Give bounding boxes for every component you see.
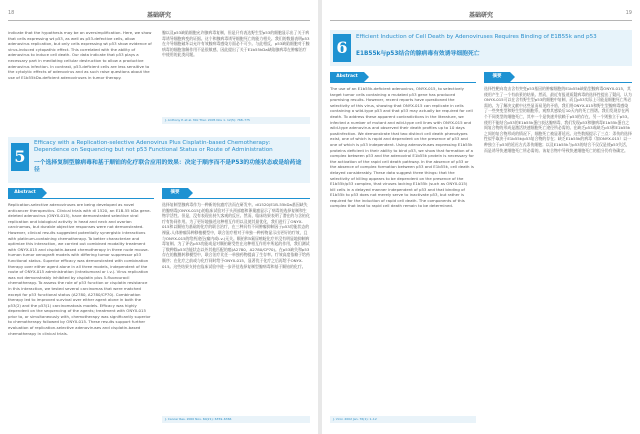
article-6-summary-text: 选择性靶向攻击含有突变p53基因的肿瘤细胞的E1b55k缺陷型腺病毒ONYX-015，其使用产生了一个有前景的结果。然而，最近有报道质疑病毒的选择性提出了疑问，认为ONYX-015可以在含有野生型p53的细胞中复制，而且p53实际上可能是细胞死亡所必需的。为了解决文献中这些显而易见的矛盾，我们用ONYX-015和野生型腺病毒感染了一些突变型和野生型的细胞系，观察其感染后10天内的死亡图谱。我们发现存在两个不同类型的细胞死亡，其中一个是快速并依赖于p53的存在，另一个则独立于p53。使用不能结合p53的E1b55k蛋白表达腺病毒，我们发现p53和腺病毒E1b55k蛋白之间复合物的形成是激活快速细胞死亡途径所必需的。在缺乏p53或缺乏p53和E1b55k之间的复合物形成的情况下，细胞死亡被显著延迟。这些数据提示了三点：杀伤的选择性似乎取决于E1b55k/p53复合物的存在；缺乏E1b55k的病毒（如ONYX-015）以一种独立于p53的延迟方式杀伤细胞；以及E1b55k与p53的结合不仅仅是使p53失活，而是诱导快速细胞死亡所必需的。该复合物中导致快速细胞死亡的组分仍有待确定。 xyxy=(484,86,632,153)
article-5-abstract-label: Abstract xyxy=(8,188,42,198)
article-5-summary-label: 摘要 xyxy=(162,188,188,198)
article-5-abstract-column xyxy=(8,202,152,430)
article-6-abstract-column xyxy=(330,86,474,416)
left-header-divider xyxy=(8,20,310,21)
right-page xyxy=(322,0,640,434)
article-6-abstract-label: Abstract xyxy=(330,72,364,82)
article-6-summary-tab-row xyxy=(484,72,632,83)
article-6-citation: J. Virol. 2002 Jan. 76(1): 1–12 xyxy=(330,416,476,423)
article-5-english-title: Efficacy with a Replication-selective Adenovirus Plus Cisplatin-based Chemotherapy: Dependence on Sequencing but not p53 Functional Status or Route of Administration xyxy=(34,140,273,154)
article-6-chinese-title: E1B55k与p53结合的腺病毒有效诱导细胞死亡 xyxy=(356,51,480,57)
article-6-summary-label: 摘要 xyxy=(484,72,510,82)
left-top-chinese-text: 腺以及p53缺陷细胞允许腺病毒复制，但是只有表达野生型p53的细胞显示出了关于病毒诱导细胞病变的证据。这个和腺病毒诱导细胞死亡的能力相关。我们的数据表明p53在介导细胞破坏以允许有效腺病毒感染方面必不可少。与此相反，p53缺陷细胞对于腺病毒的细胞溶解作用不是很敏感，因此提出了关于E1b55kDa缺陷腺病毒在肿瘤治疗中使用的此类问题。 xyxy=(162,30,310,58)
right-header-divider xyxy=(330,20,632,21)
article-5-number: 5 xyxy=(11,143,29,171)
article-5-summary-tab-row xyxy=(162,188,310,199)
article-5-citation: J. Cancer Res. 2000 Nov. 60(21): 6359–6366 xyxy=(162,416,310,423)
article-5-summary-column xyxy=(162,202,310,408)
left-page xyxy=(0,0,318,434)
article-6-abstract-tab-row xyxy=(330,72,476,83)
right-page-header xyxy=(322,9,640,23)
left-page-header xyxy=(0,9,318,23)
left-section-title: 基础研究 xyxy=(146,12,171,19)
left-top-citation: J. Anthony P. et al. Mol Ther. 2005 Nov 1. 12(5): 768–775 xyxy=(162,117,310,124)
article-5-title-box xyxy=(8,137,310,183)
left-top-chinese-column xyxy=(162,30,310,108)
article-5-abstract-text: Replication-selective adenoviruses are being developed as novel anticancer therapeutics. Clinical trials with dl 1520, an E1B-55 kDa gene-deleted adenovirus (ONYX-015), have demonstrated selective viral replication and biological activity in head and neck and ovarian carcinomas, but durable objective responses were not demonstrated. However, clinical results suggested potentially synergistic interactions with platinum-containing chemotherapy. To better characterize and optimize this interaction, we carried out combined modality treatment with ONYX-015 and cisplatin-based chemotherapy in three nude mouse-human tumor xenograft models with differing tumor suppressor p53 functional status. Superior efficacy was demonstrated with combination therapy over either agent alone in all three models, independent of the route of ONYX-015 administration (intratumoral or i.v.). Virus replication was not demonstrably inhibited by cisplatin plus 5-fluorouracil chemotherapy. To assess the role of p53 function or cisplatin resistance in this interaction, we tested several carcinomas that were matched except for p53 functional status (A2780, A2780/CP70). Combination therapy led to improved survival over either agent alone in both the p53(2) and the p53(1) carcinomatosis models. Efficacy was highly dependent on the sequencing of the agents; treatment with ONYX-015 prior to, or simultaneously with, chemotherapy was significantly superior to chemotherapy followed by ONYX-015. These results support further evaluation of replication-selective adenoviruses and cisplatin-based chemotherapy in clinical trials. xyxy=(8,202,151,336)
article-6-summary-column xyxy=(484,86,632,308)
left-page-number: 18 xyxy=(8,10,15,16)
article-6-abstract-text: The use of an E1b55k-deficient adenovirus, ONYX-015, to selectively target tumor cells containing a mutated p53 gene has produced promising results. However, recent reports have questioned the selectivity of this virus, showing that ONYX-015 can replicate in cells containing a wild-type p53 and that p53 may actually be required for cell death. To address these apparent contradictions in the literature, we infected a number of mutant and wild-type cell lines with ONYX-015 and wild-type adenovirus and observed their death profiles up to 10 days postinfection. We demonstrate that two distinct cell death phenotypes exist, one of which is rapid and dependent on the presence of p53 and one of which is p53 independent. Using adenoviruses expressing E1b55k proteins deficient in their ability to bind p53, we show that formation of a complex between p53 and the adenoviral E1b55k protein is necessary for the activation of the rapid cell death pathway. In the absence of p53 or the absence of complex formation between p53 and E1b55k, cell death is delayed considerably. These data suggest three things: that the selectivity of killing appears to be dependent on the presence of the E1b55k/p53 complex, that viruses lacking E1b55k (such as ONYX-015) kill cells in a delayed manner independent of p53 and that binding of E1b55k to p53 does not merely serve to inactivate p53, but rather is required for the induction of rapid cell death. The components of this complex that lead to rapid cell death remain to be determined. xyxy=(330,86,474,209)
left-top-english-text: indicate that the hypothesis may be an oversimplification. Here, we show that cells expressing wt p53, as well as p53-defective cells, allow adenovirus replication, but only cells expressing wt p53 show evidence of virus-induced cytopathic effect. This correlated with the ability of adenovirus to induce cell death. Our data indicate that p53 plays a necessary part in mediating cellular destruction to allow a productive adenovirus infection. In contrast, p53-deficient cells are less sensitive to the cytolytic effects of adenovirus and as such raise questions about the use of E1b55kDa-deficient adenoviruses in tumor therapy. xyxy=(8,30,152,80)
article-5-abstract-tab-row xyxy=(8,188,154,199)
article-5-summary-text: 选择复制型腺病毒作为一种新的抗癌疗法而在研发中。dl1520(E1B-55kDa基因缺失的腺病毒[ONYX-015])的临床试验对于头颈部癌和卵巢癌显示了病毒的选择复制和生物学活性。但是，没有表现出持久客观的反应。然而，临床结果表明了潜在的与含铂化疗有协同作用。为了更好地描述这种相互作用以及使其最优化，我们进行了ONYX-015和以顺铂为基础的化疗的联合治疗，在三种具有不同肿瘤抑制因子p53功能状态的裸鼠-人体肿瘤异种移植模型中，联合治疗相对于单独一种药物显示出更好的疗效，且与ONYX-015的给药途径(瘤内或i.v.)无关。顺铂和5氟尿嘧啶化疗并没有明显地抑制病毒复制。为了评估p53功能或是对顺铂耐受性在这种相互作用中所起的作用，我们测试了数种除p53功能状态以外其他匹配的癌(A2780，A2780/CP70)。在p53缺失和p53存在的腹膜转移模型中，联合治疗比任一单独药物提高了生存率。疗效高度依赖于给药顺序；在化疗之前或与化疗同时给予ONYX-015，显著优于化疗之后再给予ONYX-015。这些结果支持在临床试验中进一步评估选择复制型腺病毒和基于顺铂的化疗。 xyxy=(162,202,310,269)
article-6-english-title: Efficient Induction of Cell Death by Adenoviruses Requires Binding of E1B55k and p53 xyxy=(356,34,597,40)
right-section-title: 基础研究 xyxy=(468,12,493,19)
article-5-chinese-title: 一个选择复制型腺病毒和基于顺铂的化疗联合应用的效果：决定于顺序而不是P53的功能状态或是给药途径 xyxy=(34,160,302,174)
left-top-english-column xyxy=(8,30,152,128)
right-page-number: 19 xyxy=(625,10,632,16)
article-6-title-box xyxy=(330,30,632,66)
article-6-number: 6 xyxy=(333,34,351,62)
